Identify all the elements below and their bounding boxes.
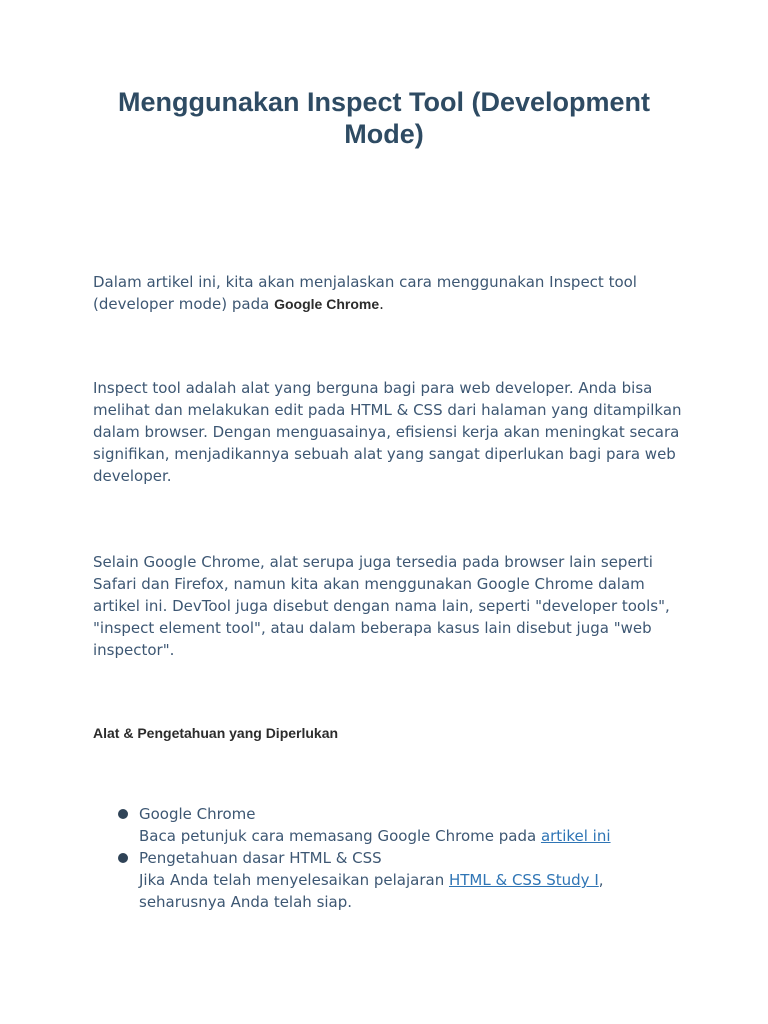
bullet-icon xyxy=(118,809,128,819)
intro-end: . xyxy=(379,295,384,313)
list-item xyxy=(93,803,693,847)
requirement-desc-after: , seharusnya Anda telah siap. xyxy=(139,871,604,911)
intro-text: Dalam artikel ini, kita akan menjalaskan cara menggunakan Inspect tool (developer mode) pada xyxy=(93,273,637,313)
requirements-list xyxy=(93,803,693,913)
requirement-name: Google Chrome xyxy=(139,805,256,823)
html-css-study-link[interactable]: HTML & CSS Study I xyxy=(448,871,599,889)
list-item xyxy=(93,847,693,913)
artikel-ini-link[interactable]: artikel ini xyxy=(540,827,611,845)
intro-paragraph xyxy=(93,271,693,315)
requirement-name: Pengetahuan dasar HTML & CSS xyxy=(139,849,382,867)
section-heading: Alat & Pengetahuan yang Diperlukan xyxy=(93,725,339,741)
intro-bold-text: Google Chrome xyxy=(274,296,380,312)
page-title: Menggunakan Inspect Tool (Development Mode) xyxy=(117,87,651,149)
paragraph-other-browsers: Selain Google Chrome, alat serupa juga tersedia pada browser lain seperti Safari dan Firefox, namun kita akan menggunakan Google Chrome dalam artikel ini. DevTool juga disebut dengan nama lain, seperti "developer tools", "inspect element tool", atau dalam beberapa kasus lain disebut juga "web inspector". xyxy=(93,553,670,659)
bullet-icon xyxy=(118,853,128,863)
requirement-desc xyxy=(139,825,693,847)
requirement-desc-text: Jika Anda telah menyelesaikan pelajaran xyxy=(139,871,449,889)
requirement-desc-text: Baca petunjuk cara memasang Google Chrome pada xyxy=(139,827,541,845)
paragraph-inspect-tool: Inspect tool adalah alat yang berguna bagi para web developer. Anda bisa melihat dan melakukan edit pada HTML & CSS dari halaman yang ditampilkan dalam browser. Dengan menguasainya, efisiensi kerja akan meningkat secara signifikan, menjadikannya sebuah alat yang sangat diperlukan bagi para web developer. xyxy=(93,379,682,485)
requirement-desc xyxy=(139,869,693,913)
